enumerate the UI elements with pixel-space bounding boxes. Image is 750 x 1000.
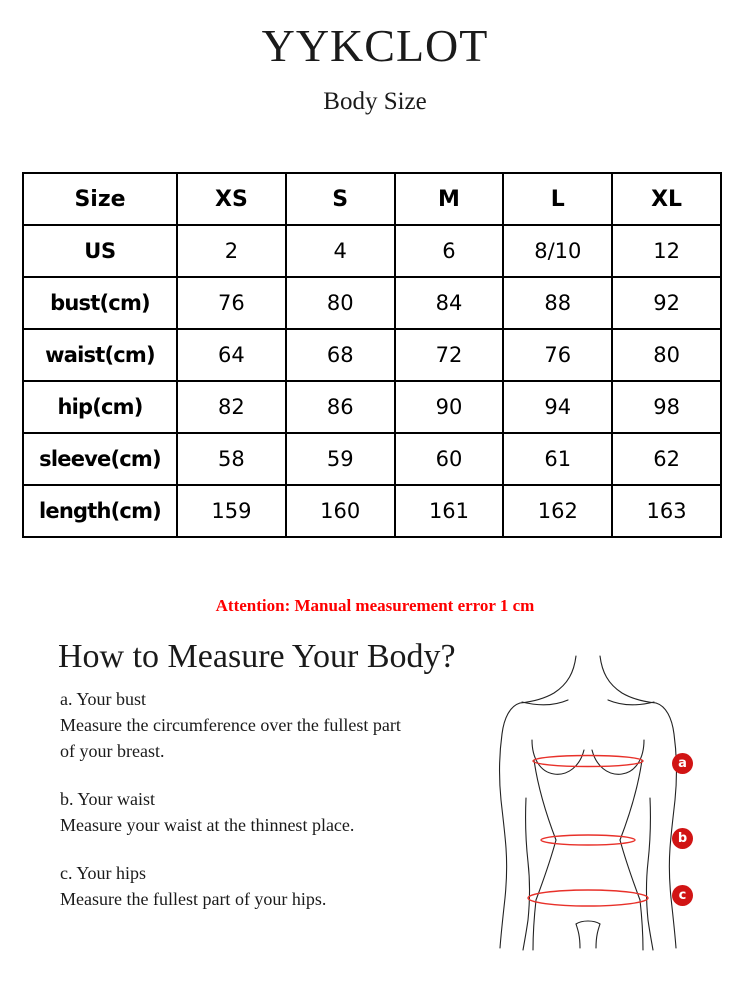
table-row	[23, 485, 721, 537]
row-label: waist(cm)	[45, 343, 155, 367]
cell-value: 76	[218, 291, 245, 315]
marker-a-icon: a	[672, 753, 693, 774]
measure-instructions	[60, 686, 480, 912]
row-label-cell	[23, 485, 177, 537]
cell-value: 160	[320, 499, 361, 523]
table-cell	[612, 225, 721, 277]
column-header-l: L	[550, 186, 565, 212]
measure-item-line: Measure your waist at the thinnest place.	[60, 815, 355, 835]
cell-value: 12	[653, 239, 680, 263]
table-cell	[612, 381, 721, 433]
cell-value: 76	[544, 343, 572, 367]
table-cell	[177, 381, 286, 433]
cell-value: 4	[333, 239, 347, 263]
table-header-row	[23, 173, 721, 225]
cell-value: 8/10	[534, 239, 582, 263]
measure-item-title: a. Your bust	[60, 689, 147, 709]
row-label: bust(cm)	[50, 291, 150, 315]
cell-value: 82	[218, 395, 245, 419]
table-cell	[177, 329, 286, 381]
measure-item-title: c. Your hips	[60, 863, 147, 883]
table-cell	[612, 277, 721, 329]
waist-measure-ellipse	[541, 835, 635, 845]
table-cell	[503, 225, 612, 277]
bust-measure-ellipse	[533, 756, 643, 767]
table-cell	[503, 485, 612, 537]
table-cell	[286, 277, 395, 329]
table-row	[23, 381, 721, 433]
measurement-lines	[528, 756, 648, 907]
page-title: How to Measure Your Body?	[58, 638, 456, 675]
table-cell	[395, 225, 504, 277]
table-header-cell	[177, 173, 286, 225]
cell-value: 6	[442, 239, 456, 263]
column-header-s: S	[332, 186, 349, 212]
table-cell	[503, 277, 612, 329]
cell-value: 60	[435, 447, 463, 471]
cell-value: 2	[224, 239, 239, 263]
measure-item-bust	[60, 686, 480, 764]
table-cell	[612, 485, 721, 537]
table-cell	[395, 433, 504, 485]
table-cell	[612, 433, 721, 485]
table-cell	[395, 277, 504, 329]
table-cell	[395, 329, 504, 381]
row-label: length(cm)	[39, 499, 161, 523]
cell-value: 80	[326, 291, 354, 315]
table-cell	[286, 225, 395, 277]
body-outline-svg	[488, 648, 698, 953]
row-label-cell	[23, 277, 177, 329]
column-header-xs: XS	[214, 186, 248, 212]
measure-item-line: of your breast.	[60, 741, 165, 761]
column-header-xl: XL	[651, 186, 683, 212]
row-label-cell	[23, 381, 177, 433]
cell-value: 159	[211, 499, 252, 523]
cell-value: 58	[218, 447, 245, 471]
cell-value: 84	[435, 291, 463, 315]
table-cell	[177, 485, 286, 537]
column-header-label: Size	[74, 186, 126, 212]
table-cell	[177, 433, 286, 485]
cell-value: 162	[537, 499, 578, 523]
hip-measure-ellipse	[528, 890, 648, 906]
table-cell	[286, 329, 395, 381]
cell-value: 64	[218, 343, 245, 367]
measure-item-line: Measure the circumference over the fullest part	[60, 715, 401, 735]
brand-title: YYKCLOT	[261, 20, 489, 71]
table-cell	[612, 329, 721, 381]
table-cell	[177, 225, 286, 277]
table-cell	[286, 485, 395, 537]
row-label: US	[84, 239, 116, 263]
table-cell	[395, 381, 504, 433]
row-label-cell	[23, 329, 177, 381]
row-label: sleeve(cm)	[39, 447, 161, 471]
table-header-cell	[612, 173, 721, 225]
page-subtitle: Body Size	[323, 88, 427, 115]
table-header-cell	[23, 173, 177, 225]
cell-value: 163	[646, 499, 687, 523]
table-row	[23, 277, 721, 329]
cell-value: 72	[435, 343, 463, 367]
cell-value: 59	[326, 447, 354, 471]
table-cell	[503, 329, 612, 381]
cell-value: 94	[544, 395, 572, 419]
table-cell	[503, 433, 612, 485]
cell-value: 68	[326, 343, 354, 367]
cell-value: 61	[544, 447, 572, 471]
measure-item-title: b. Your waist	[60, 789, 156, 809]
cell-value: 90	[435, 395, 463, 419]
table-cell	[177, 277, 286, 329]
row-label-cell	[23, 433, 177, 485]
marker-b-icon: b	[672, 828, 693, 849]
table-header-cell	[503, 173, 612, 225]
table-row	[23, 433, 721, 485]
table-header-cell	[395, 173, 504, 225]
column-header-m: M	[438, 186, 460, 212]
table-row	[23, 225, 721, 277]
row-label-cell	[23, 225, 177, 277]
table-cell	[286, 433, 395, 485]
measure-item-hips	[60, 860, 480, 912]
cell-value: 86	[326, 395, 354, 419]
table-row	[23, 329, 721, 381]
cell-value: 98	[653, 395, 680, 419]
table-header-cell	[286, 173, 395, 225]
cell-value: 88	[544, 291, 572, 315]
measure-item-waist	[60, 786, 480, 838]
cell-value: 62	[653, 447, 680, 471]
attention-notice: Attention: Manual measurement error 1 cm	[215, 596, 535, 615]
table-cell	[395, 485, 504, 537]
cell-value: 92	[653, 291, 680, 315]
measure-item-line: Measure the fullest part of your hips.	[60, 889, 327, 909]
cell-value: 161	[428, 499, 470, 523]
size-table	[22, 172, 722, 538]
table-cell	[503, 381, 612, 433]
marker-c-icon: c	[672, 885, 693, 906]
table-cell	[286, 381, 395, 433]
size-table-container	[22, 172, 720, 538]
cell-value: 80	[653, 343, 680, 367]
row-label: hip(cm)	[57, 395, 143, 419]
body-diagram	[488, 648, 698, 953]
